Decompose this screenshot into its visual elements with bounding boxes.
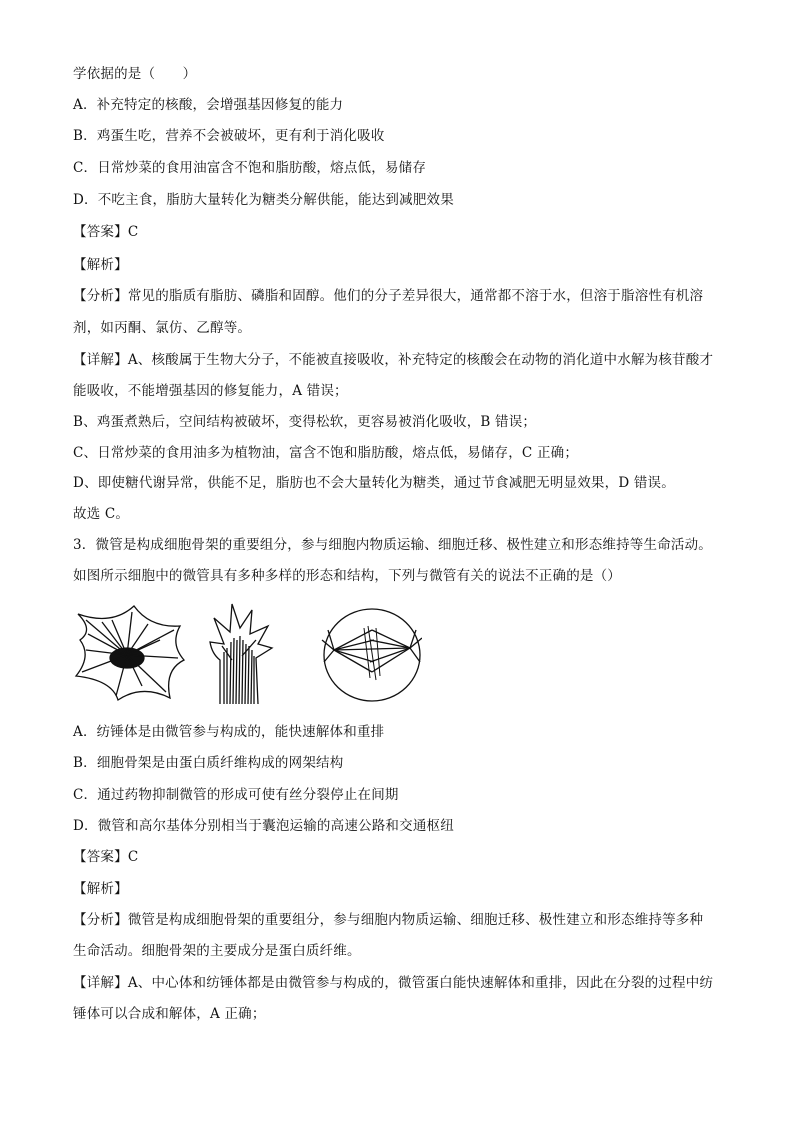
q2-answer-tag: 【答案】 bbox=[73, 224, 128, 240]
q3-fenxi-text-1: 微管是构成细胞骨架的重要组分，参与细胞内物质运输、细胞迁移、极性建立和形态维持等多种 bbox=[127, 912, 704, 928]
microtubule-figure bbox=[72, 600, 422, 710]
q3-fenxi-line-1 bbox=[73, 910, 703, 930]
q3-jiexi-tag bbox=[73, 879, 128, 899]
q2-fenxi-text-1: 常见的脂质有脂肪、磷脂和固醇。他们的分子差异很大，通常都不溶于水，但溶于脂溶性有机溶 bbox=[127, 288, 704, 304]
q2-xiangjie-tag: 【详解】 bbox=[73, 352, 128, 368]
q3-option-b: B．细胞骨架是由蛋白质纤维构成的网架结构 bbox=[73, 755, 344, 771]
q2-jiexi-tag-text: 【解析】 bbox=[73, 257, 128, 273]
q2-xiangjie-line-2: 能吸收，不能增强基因的修复能力，A 错误； bbox=[73, 383, 348, 399]
q3-stem-line-1: 3．微管是构成细胞骨架的重要组分，参与细胞内物质运输、细胞迁移、极性建立和形态维持等生命活动。 bbox=[73, 537, 712, 553]
q2-jiexi-tag bbox=[73, 255, 128, 275]
q2-fenxi-line-1 bbox=[73, 286, 703, 306]
q3-answer-value: C bbox=[127, 849, 139, 865]
q3-answer-line bbox=[73, 847, 138, 867]
q3-option-a: A．纺锤体是由微管参与构成的，能快速解体和重排 bbox=[73, 724, 385, 740]
q3-jiexi-tag-text: 【解析】 bbox=[73, 881, 128, 897]
q2-stem-tail: 学依据的是（ ） bbox=[73, 66, 197, 82]
cell-spindle bbox=[322, 609, 422, 701]
microtubule-illustrations bbox=[72, 600, 422, 710]
q3-xiangjie-text-1: A、中心体和纺锤体都是由微管参与构成的，微管蛋白能快速解体和重排，因此在分裂的过程中纺 bbox=[127, 975, 714, 991]
q2-xiangjie-text-1: A、核酸属于生物大分子，不能被直接吸收，补充特定的核酸会在动物的消化道中水解为核苷酸才 bbox=[127, 352, 714, 368]
q2-conclusion: 故选 C。 bbox=[73, 506, 130, 522]
q3-stem-line-2: 如图所示细胞中的微管具有多种多样的形态和结构，下列与微管有关的说法不正确的是（） bbox=[73, 568, 621, 584]
q3-xiangjie-tag: 【详解】 bbox=[73, 975, 128, 991]
q2-fenxi-line-2: 剂，如丙酮、氯仿、乙醇等。 bbox=[73, 320, 252, 336]
cell-bundled-microtubules bbox=[210, 604, 272, 704]
q2-answer-value: C bbox=[127, 224, 139, 240]
q2-option-d: D．不吃主食，脂肪大量转化为糖类分解供能，能达到减肥效果 bbox=[73, 192, 454, 208]
q2-xiangjie-line-3: B、鸡蛋煮熟后，空间结构被破坏，变得松软，更容易被消化吸收，B 错误； bbox=[73, 414, 537, 430]
q3-fenxi-tag: 【分析】 bbox=[73, 912, 128, 928]
q3-xiangjie-line-2: 锤体可以合成和解体，A 正确； bbox=[73, 1006, 266, 1022]
q3-fenxi-line-2: 生命活动。细胞骨架的主要成分是蛋白质纤维。 bbox=[73, 943, 361, 959]
q3-answer-tag: 【答案】 bbox=[73, 849, 128, 865]
q2-xiangjie-line-1 bbox=[73, 350, 713, 370]
cell-radial-microtubules bbox=[76, 606, 184, 700]
q2-option-c: C．日常炒菜的食用油富含不饱和脂肪酸，熔点低，易储存 bbox=[73, 160, 427, 176]
q2-xiangjie-line-4: C、日常炒菜的食用油多为植物油，富含不饱和脂肪酸，熔点低，易储存，C 正确； bbox=[73, 445, 579, 461]
q3-option-d: D．微管和高尔基体分别相当于囊泡运输的高速公路和交通枢纽 bbox=[73, 818, 454, 834]
q3-option-c: C．通过药物抑制微管的形成可使有丝分裂停止在间期 bbox=[73, 787, 399, 803]
q2-fenxi-tag: 【分析】 bbox=[73, 288, 128, 304]
q3-xiangjie-line-1 bbox=[73, 973, 713, 993]
q2-xiangjie-line-5: D、即使糖代谢异常，供能不足，脂肪也不会大量转化为糖类，通过节食减肥无明显效果，D 错误。 bbox=[73, 475, 675, 491]
q2-answer-line bbox=[73, 222, 138, 242]
q2-option-b: B．鸡蛋生吃，营养不会被破坏，更有利于消化吸收 bbox=[73, 128, 385, 144]
q2-option-a: A．补充特定的核酸，会增强基因修复的能力 bbox=[73, 97, 344, 113]
